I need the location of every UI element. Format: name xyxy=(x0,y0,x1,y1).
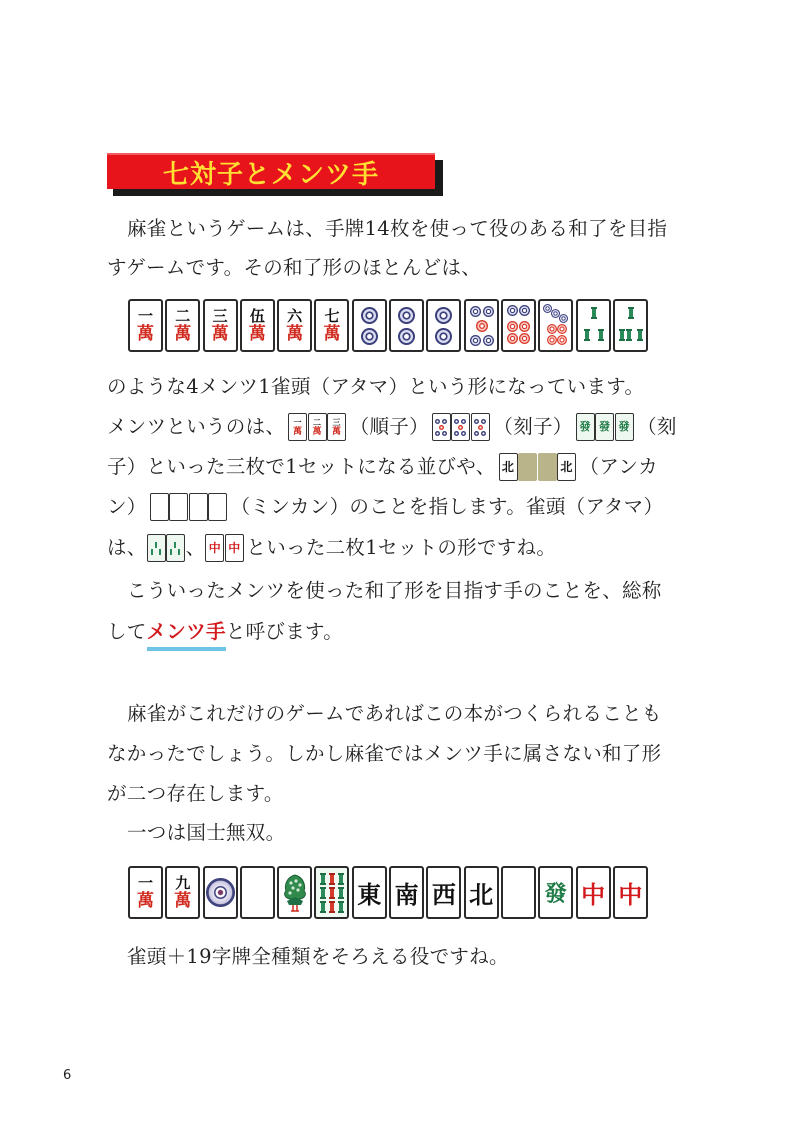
small-tile-blank xyxy=(150,493,169,521)
pin-circle-icon xyxy=(557,324,567,334)
paragraph-2-line-4 xyxy=(107,492,663,522)
pair-chun-example-tiles xyxy=(205,534,244,562)
minkan-example-tiles xyxy=(150,493,228,521)
minkan-label: （ミンカン）のことを指します。雀頭（アタマ） xyxy=(230,495,664,518)
pin-circle-icon xyxy=(476,320,488,332)
bamboo-stick-icon xyxy=(627,329,631,341)
bamboo-stick-icon xyxy=(620,329,624,341)
bamboo-stick-icon xyxy=(638,329,642,341)
paragraph-3-line-1: こういったメンツを使った和了形を目指す手のことを、総称 xyxy=(127,579,662,602)
pin-circle-icon xyxy=(557,335,567,345)
small-tile-blank xyxy=(189,493,208,521)
pin-circle-icon xyxy=(507,305,518,316)
small-tile-pin-5 xyxy=(432,413,451,441)
tile-sou-9 xyxy=(314,866,349,919)
small-tile-back xyxy=(518,453,537,481)
tile-south: 南 xyxy=(389,866,424,919)
tile-man-1: 一 萬 xyxy=(128,299,163,352)
small-tile-back xyxy=(538,453,557,481)
tile-pin-2 xyxy=(352,299,387,352)
pair-sou-example-tiles xyxy=(147,534,186,562)
tile-pin-7 xyxy=(538,299,573,352)
bamboo-stick-icon xyxy=(629,307,633,319)
small-tile-hatsu: 發 xyxy=(576,413,595,441)
hand-example-kokushi xyxy=(128,866,650,919)
pin-one-circle-icon xyxy=(206,878,235,907)
emphasis-term: メンツ手 xyxy=(147,617,226,647)
text-segment: メンツというのは、 xyxy=(107,415,286,438)
kotsu-label: （刻子） xyxy=(493,415,573,438)
bamboo-stick-icon xyxy=(592,307,596,319)
pin-circle-icon xyxy=(361,307,378,324)
tile-sou-4 xyxy=(613,299,648,352)
tile-red-dragon: 中 xyxy=(613,866,648,919)
pin-circle-icon xyxy=(547,324,557,334)
text-segment: ン） xyxy=(107,495,147,518)
paragraph-6-line-1: 雀頭＋19字牌全種類をそろえる役ですね。 xyxy=(127,945,509,968)
title-box xyxy=(107,153,435,189)
pin-circle-icon xyxy=(361,328,378,345)
tile-green-dragon: 發 xyxy=(538,866,573,919)
kotsu-hatsu-example-tiles xyxy=(576,413,635,441)
page-number: 6 xyxy=(63,1068,72,1083)
paragraph-2-line-1: のような4メンツ1雀頭（アタマ）という形になっています。 xyxy=(107,375,645,398)
text-segment: 、 xyxy=(185,536,206,559)
tile-man-3: 三 萬 xyxy=(203,299,238,352)
tile-pin-6 xyxy=(501,299,536,352)
small-tile-sou-5 xyxy=(147,534,166,562)
small-tile-hatsu: 發 xyxy=(615,413,634,441)
small-tile-chun: 中 xyxy=(225,534,244,562)
paragraph-4-line-1: 麻雀がこれだけのゲームであればこの本がつくられることも xyxy=(127,702,662,725)
pin-circle-icon xyxy=(507,333,518,344)
tile-east: 東 xyxy=(352,866,387,919)
tile-pin-1 xyxy=(203,866,238,919)
ankan-label: （アンカ xyxy=(579,455,658,478)
small-tile-blank xyxy=(169,493,188,521)
paragraph-4-line-3: が二つ存在します。 xyxy=(107,782,284,805)
tile-sou-1-bird xyxy=(277,866,312,919)
shuntsu-example-tiles xyxy=(288,413,347,441)
text-segment: （刻 xyxy=(637,415,677,438)
small-tile-blank xyxy=(208,493,227,521)
section-title-banner xyxy=(107,153,437,191)
paragraph-2-line-5 xyxy=(107,533,556,563)
pin-circle-icon xyxy=(483,335,494,346)
small-tile-man-2: 二 萬 xyxy=(308,413,327,441)
text-segment: は、 xyxy=(107,536,147,559)
small-tile-hatsu: 發 xyxy=(595,413,614,441)
pin-circle-icon xyxy=(507,321,518,332)
shuntsu-label: （順子） xyxy=(349,415,429,438)
pin-circle-icon xyxy=(559,314,568,323)
pin-circle-icon xyxy=(398,307,415,324)
pin-circle-icon xyxy=(435,328,452,345)
paragraph-2-line-2 xyxy=(107,412,677,442)
small-tile-pin-5 xyxy=(451,413,470,441)
pin-circle-icon xyxy=(519,321,530,332)
pin-circle-icon xyxy=(519,305,530,316)
tile-man-1: 一 萬 xyxy=(128,866,163,919)
small-tile-north: 北 xyxy=(499,453,518,481)
paragraph-2-line-3 xyxy=(107,452,658,482)
text-segment: して xyxy=(107,620,147,643)
small-tile-sou-5 xyxy=(166,534,185,562)
text-segment: と呼びます。 xyxy=(225,620,344,643)
kotsu-pin-example-tiles xyxy=(432,413,491,441)
bamboo-stick-icon xyxy=(599,329,603,341)
tile-north: 北 xyxy=(464,866,499,919)
tile-sou-3 xyxy=(576,299,611,352)
tile-pin-5 xyxy=(464,299,499,352)
pin-circle-icon xyxy=(470,306,481,317)
tile-pin-2 xyxy=(389,299,424,352)
tile-man-5: 伍 萬 xyxy=(240,299,275,352)
paragraph-5-line-1: 一つは国士無双。 xyxy=(127,821,286,844)
tile-pin-2 xyxy=(426,299,461,352)
small-tile-pin-5 xyxy=(471,413,490,441)
pin-circle-icon xyxy=(435,307,452,324)
pin-circle-icon xyxy=(547,335,557,345)
tile-man-7: 七 萬 xyxy=(314,299,349,352)
pin-circle-icon xyxy=(470,335,481,346)
tile-man-6: 六 萬 xyxy=(277,299,312,352)
small-tile-north: 北 xyxy=(557,453,576,481)
hand-example-menzu xyxy=(128,299,650,352)
paragraph-1-line-2: すゲームです。その和了形のほとんどは、 xyxy=(107,256,482,279)
text-segment: 子）といった三枚で1セットになる並びや、 xyxy=(107,455,496,478)
bird-icon xyxy=(281,871,309,915)
small-tile-man-1: 一 萬 xyxy=(288,413,307,441)
tile-man-2: 二 萬 xyxy=(165,299,200,352)
pin-circle-icon xyxy=(483,306,494,317)
tile-pin-9 xyxy=(240,866,275,919)
paragraph-1-line-1: 麻雀というゲームは、手牌14枚を使って役のある和了を目指 xyxy=(127,217,668,240)
section-title: 七対子とメンツ手 xyxy=(162,159,379,190)
small-tile-man-3: 三 萬 xyxy=(327,413,346,441)
tile-white-dragon xyxy=(501,866,536,919)
bamboo-stick-icon xyxy=(585,329,589,341)
pin-circle-icon xyxy=(398,328,415,345)
small-tile-chun: 中 xyxy=(205,534,224,562)
tile-red-dragon: 中 xyxy=(576,866,611,919)
tile-west: 西 xyxy=(426,866,461,919)
tile-man-9: 九 萬 xyxy=(165,866,200,919)
paragraph-4-line-2: なかったでしょう。しかし麻雀ではメンツ手に属さない和了形 xyxy=(107,742,662,765)
ankan-example-tiles xyxy=(499,453,577,481)
text-segment: といった二枚1セットの形ですね。 xyxy=(246,536,557,559)
pin-circle-icon xyxy=(519,333,530,344)
paragraph-3-line-2 xyxy=(107,617,343,647)
